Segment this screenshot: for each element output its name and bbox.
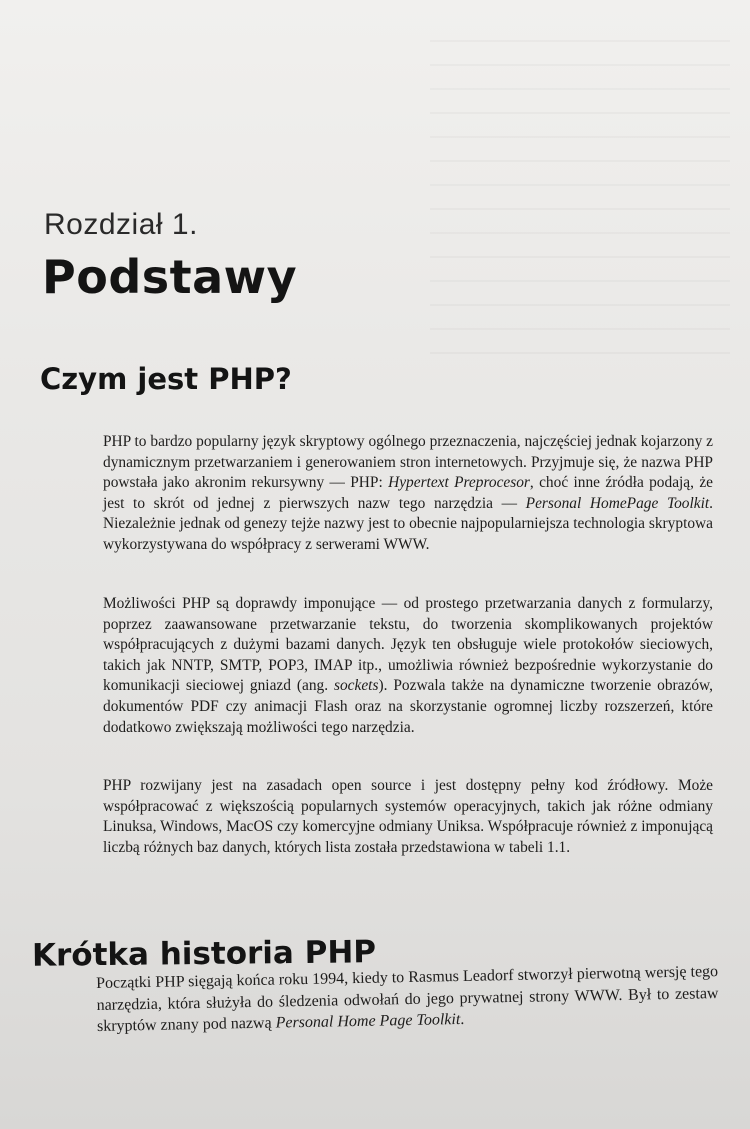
chapter-label: Rozdział 1. <box>44 208 198 241</box>
text-run: Początki PHP sięgają końca roku 1994, kiedy to Rasmus Leadorf stworzył pierwotną wersję tego narzędzia, która służyła do śledzenia odwołań do jego prywatnej strony WWW. Był to zestaw skryptów znany pod nazwą <box>96 963 719 1035</box>
paragraph <box>103 776 713 858</box>
italic-text: Hypertext Preprocesor <box>388 474 530 492</box>
text-run: PHP to bardzo popularny język skryptowy ogólnego przeznaczenia, najczęściej jednak kojarzony z dynamicznym przetwarzaniem i generowaniem stron internetowych. Przyjmuje się, że nazwa PHP powstała jako akronim rekursywny — PHP: <box>103 433 713 492</box>
text-run: , choć inne źródła podają, że jest to skrót od jednej z pierwszych nazw tego narzędzia — <box>103 474 713 512</box>
paragraph <box>96 961 719 1037</box>
section-heading-php-history: Krótka historia PHP <box>31 934 377 974</box>
text-run: ). Pozwala także na dynamiczne tworzenie obrazów, dokumentów PDF czy animacji Flash oraz na skorzystanie ogromnej liczby rozszerzeń, które dodatkowo zwiększają możliwości tego narzędzia. <box>103 677 713 736</box>
italic-text: sockets <box>334 677 379 695</box>
text-run: . Niezależnie jednak od genezy tejże nazwy jest to obecnie najpopularniejsza technologia skryptowa wykorzystywana do współpracy z serwerami WWW. <box>103 494 714 553</box>
section-heading-what-is-php: Czym jest PHP? <box>40 362 292 396</box>
italic-text: Personal Home Page Toolkit <box>275 1011 461 1032</box>
paragraph <box>103 594 713 738</box>
bleed-through-texture <box>430 40 730 360</box>
text-run: PHP rozwijany jest na zasadach open source i jest dostępny pełny kod źródłowy. Może współpracować z większością popularnych systemów operacyjnych, takich jak różne odmiany Linuksa, Windows, MacOS czy komercyjne odmiany Uniksa. Współpracuje również z imponującą liczbą różnych baz danych, których lista została przedstawiona w tabeli 1.1. <box>103 777 713 856</box>
text-run: Możliwości PHP są doprawdy imponujące — od prostego przetwarzania danych z formularzy, poprzez zaawansowane przetwarzanie tekstu, do tworzenia skomplikowanych projektów współpracujących z dużymi bazami danych. Język ten obsługuje wiele protokołów sieciowych, takich jak NNTP, SMTP, POP3, IMAP itp., umożliwia również bezpośrednie wykorzystanie do komunikacji sieciowej gniazd (ang. <box>103 595 713 695</box>
paragraph <box>103 432 713 556</box>
italic-text: Personal HomePage Toolkit <box>525 494 710 512</box>
text-run: . <box>460 1010 465 1029</box>
chapter-title: Podstawy <box>42 250 298 304</box>
